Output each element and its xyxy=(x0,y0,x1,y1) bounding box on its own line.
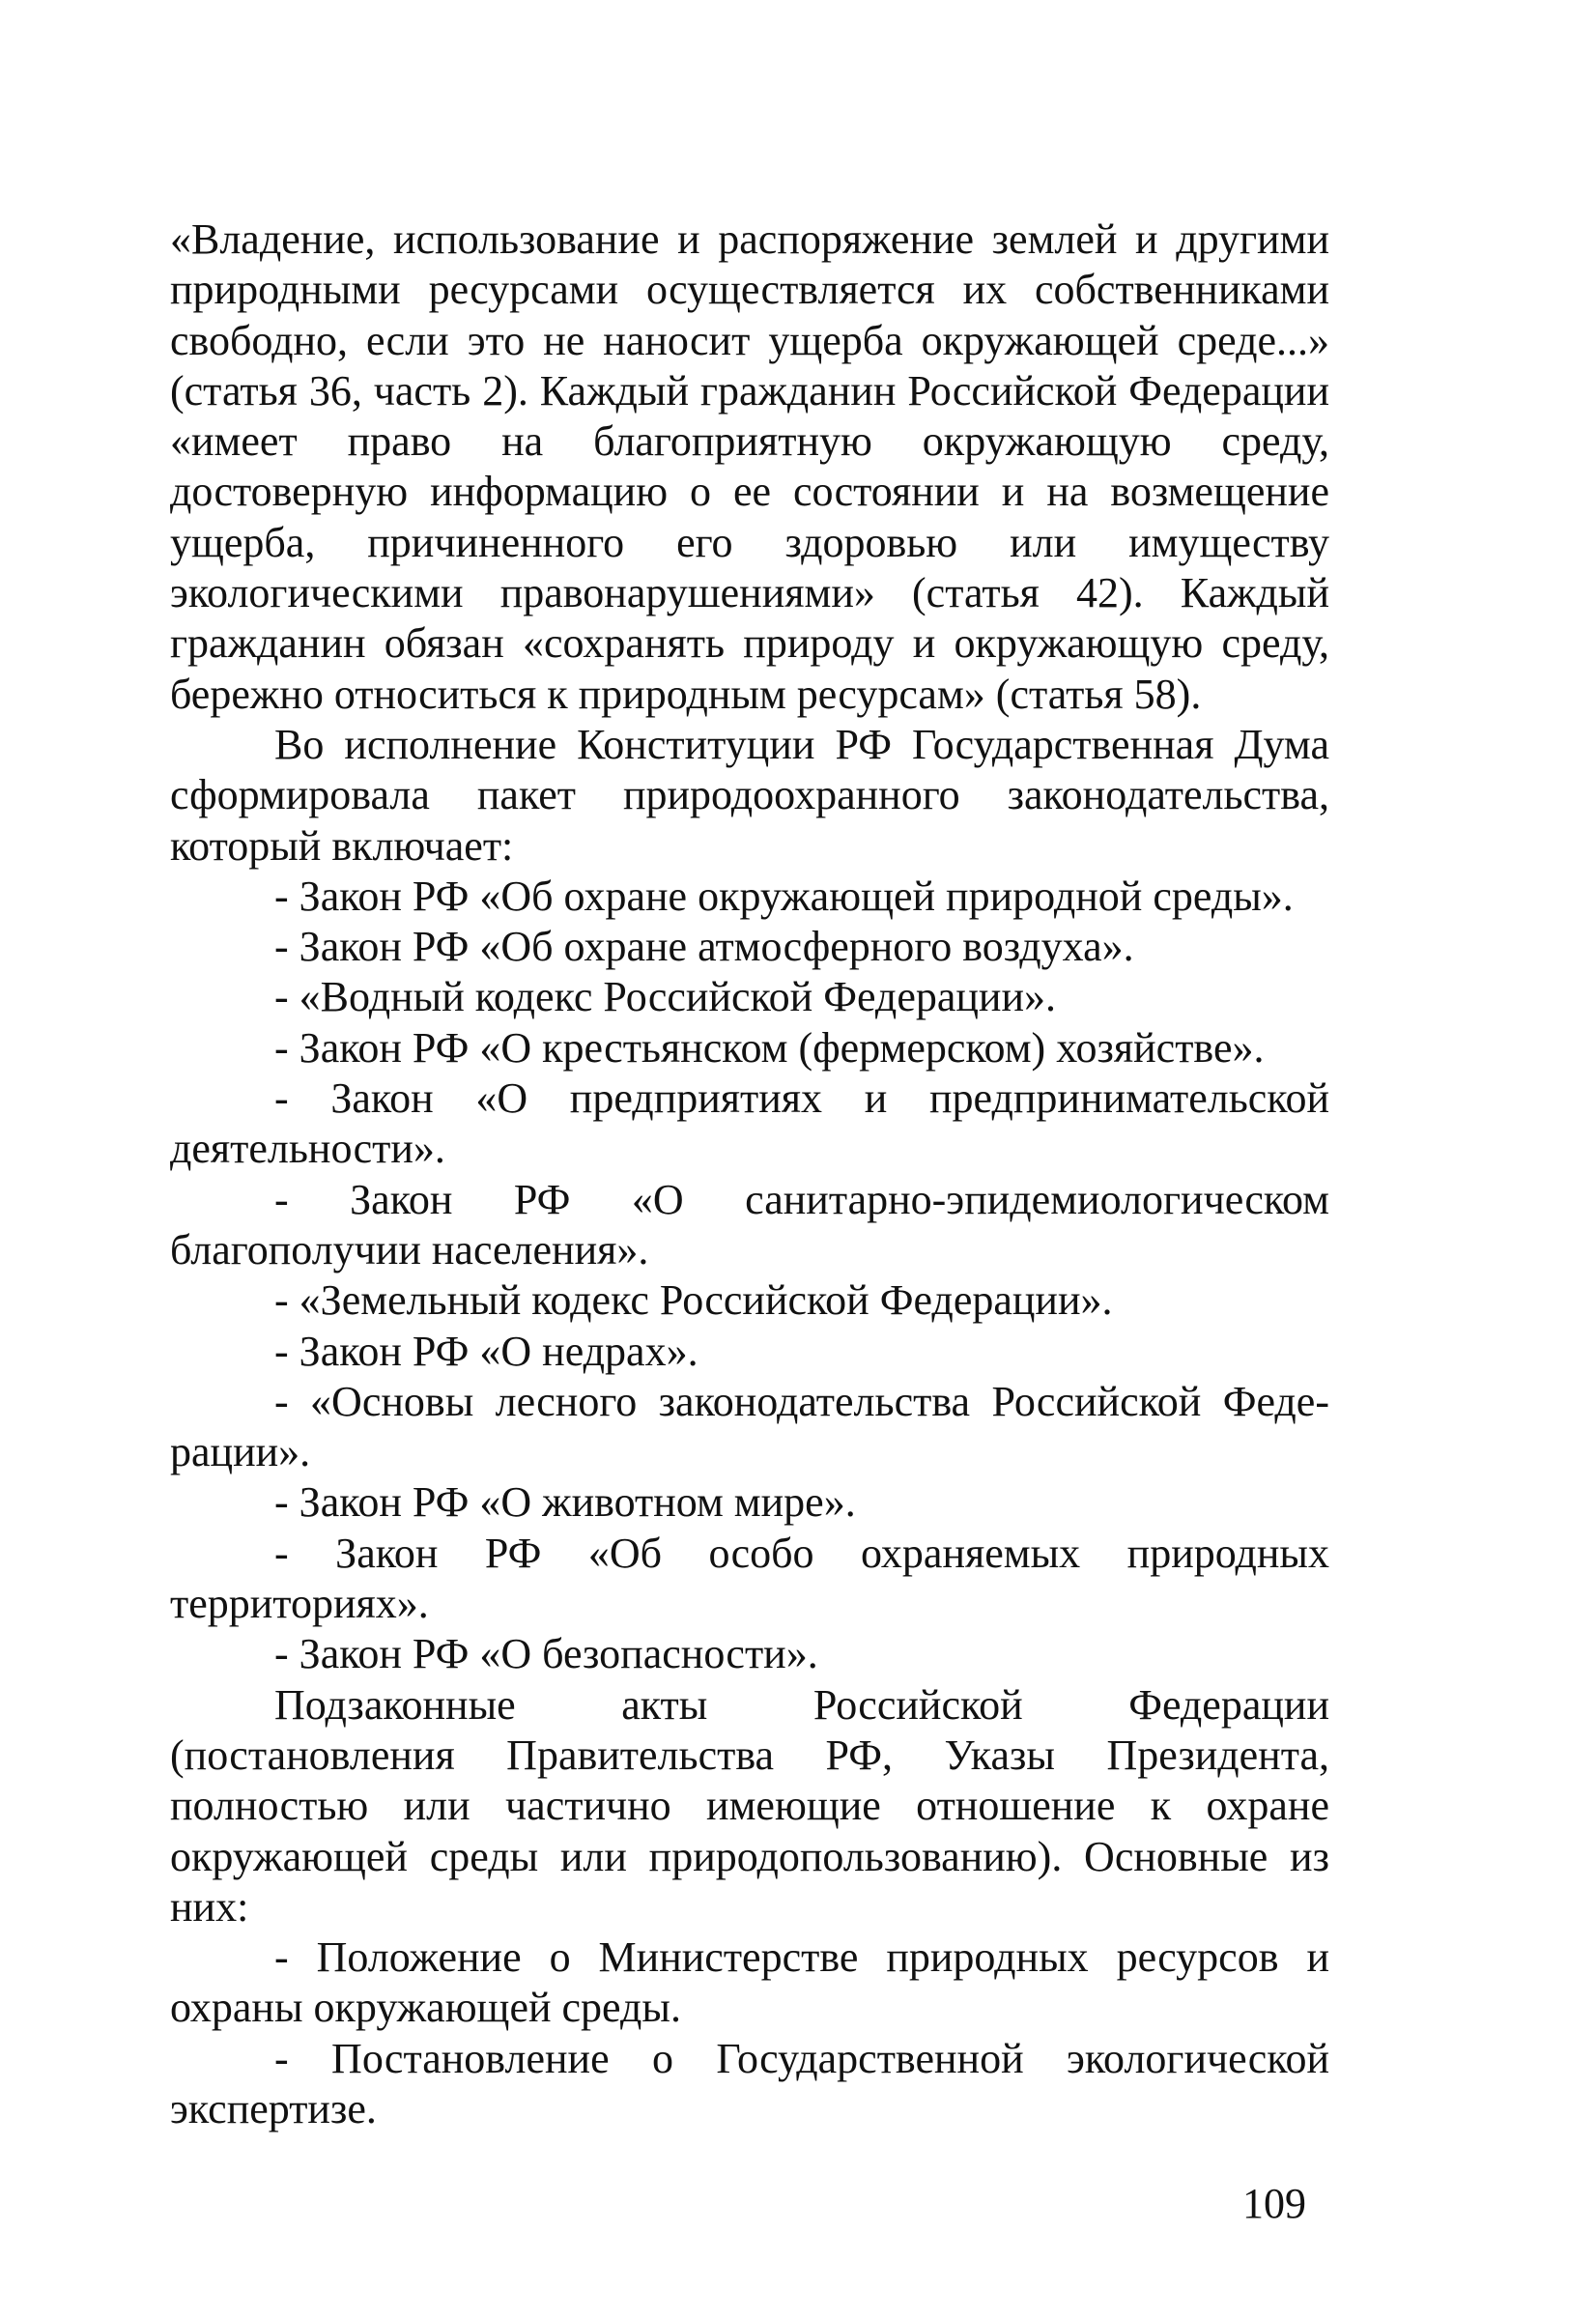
list-item: - Закон РФ «О крестьянском (фермерском) хозяйстве». xyxy=(274,1023,1265,1072)
list-item: - Положение о Министерстве природных ресурсов и охраны окружающей среды. xyxy=(170,1933,1329,2032)
list-item: - Закон РФ «О безопасности». xyxy=(274,1630,818,1678)
list-item: - Закон РФ «О недрах». xyxy=(274,1327,698,1375)
list-item: - «Основы лесного законодательства Российской Федерации». xyxy=(170,1377,1329,1476)
list-item: - Закон РФ «О санитарно-эпидемиологическом благополучии населения». xyxy=(170,1175,1329,1273)
list-item: - Постановление о Государственной экологической экспертизе. xyxy=(170,2034,1329,2132)
paragraph-constitution-quotes: «Владение, использование и распоряжение землей и другими природными ресурсами осуществляется их собственниками свободно, если это не наносит ущерба окружающей среде...» (статья 36, часть 2). Каждый гражданин Российской Федерации «имеет право на благоприятную окружающую среду, достоверную информацию о ее состоянии и на возмещение ущерба, причиненного его здоровью или имуществу экологическими правонарушениями» (статья 42). Каждый гражданин обязан «сохранять природу и окружающую среду, бережно относиться к природным ресурсам» (статья 58). xyxy=(170,215,1329,718)
list-item: - Закон РФ «О животном мире». xyxy=(274,1478,856,1527)
page-number: 109 xyxy=(1242,2180,1306,2227)
list-item: - Закон РФ «Об особо охраняемых природных территориях». xyxy=(170,1529,1329,1628)
paragraph-duma-intro: Во исполнение Конституции РФ Государственная Дума сформировала пакет природоохранного законодательства, который включает: xyxy=(170,720,1329,870)
list-item: - «Земельный кодекс Российской Федерации». xyxy=(274,1276,1113,1325)
page-body xyxy=(170,215,1329,2134)
paragraph-bylaws: Подзаконные акты Российской Федерации (постановления Правительства РФ, Указы Президента, полностью или частично имеющие отношение к охране окружающей среды или природопользованию). Основные из них: xyxy=(170,1680,1329,1931)
list-item: - «Водный кодекс Российской Федерации». xyxy=(274,973,1057,1021)
list-item: - Закон «О предприятиях и предпринимательской деятельности». xyxy=(170,1074,1329,1173)
list-item: - Закон РФ «Об охране атмосферного воздуха». xyxy=(274,923,1134,971)
list-item: - Закон РФ «Об охране окружающей природной среды». xyxy=(274,872,1294,920)
